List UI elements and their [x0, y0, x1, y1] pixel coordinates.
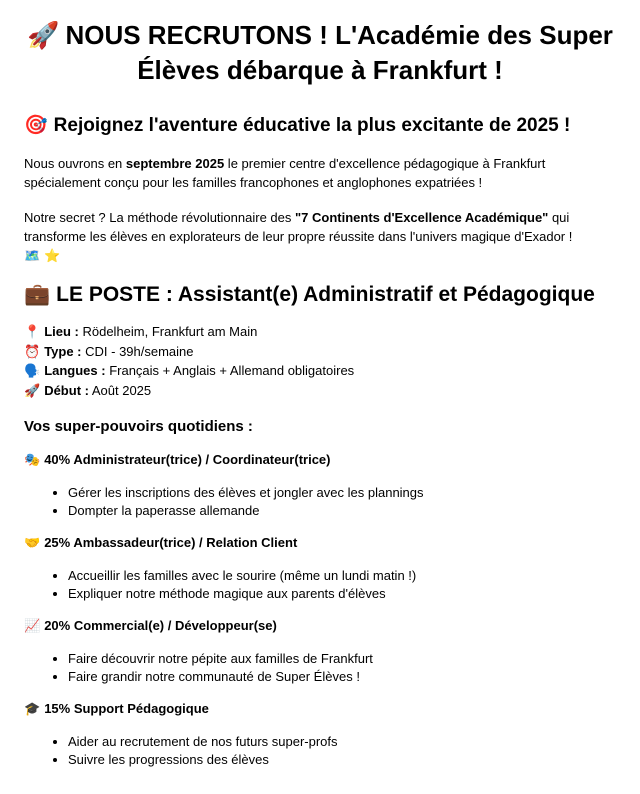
- detail-start: [24, 382, 616, 402]
- superpowers-heading: Vos super-pouvoirs quotidiens :: [24, 418, 253, 435]
- intro-heading-text: Rejoignez l'aventure éducative la plus excitante de 2025 !: [53, 115, 571, 136]
- section-title-text: 15% Support Pédagogique: [44, 701, 209, 716]
- rocket-icon: 🚀: [24, 383, 41, 399]
- poste-heading: [24, 282, 616, 307]
- section-admin-list: [24, 484, 616, 520]
- intro-date: septembre 2025: [125, 156, 225, 171]
- detail-value: Français + Anglais + Allemand obligatoires: [105, 363, 355, 378]
- target-icon: 🎯: [24, 114, 48, 136]
- section-title-text: 20% Commercial(e) / Développeur(se): [44, 618, 277, 633]
- detail-languages: [24, 362, 616, 382]
- section-title-text: 40% Administrateur(trice) / Coordinateur(trice): [44, 452, 331, 467]
- section-support-list: [24, 733, 616, 769]
- intro-paragraph: [24, 154, 616, 192]
- section-title-text: 25% Ambassadeur(trice) / Relation Client: [44, 535, 298, 550]
- poste-heading-text: LE POSTE : Assistant(e) Administratif et Pédagogique: [56, 283, 595, 306]
- chart-increasing-icon: 📈: [24, 619, 41, 634]
- detail-value: Rödelheim, Frankfurt am Main: [78, 324, 258, 339]
- list-item: • Suivre les progressions des élèves: [68, 751, 616, 769]
- intro-heading: [24, 113, 616, 138]
- detail-value: Août 2025: [88, 382, 152, 398]
- job-details: [24, 323, 616, 401]
- list-item: • Aider au recrutement de nos futurs super-profs: [68, 733, 616, 751]
- list-item: • Gérer les inscriptions des élèves et jongler avec les plannings: [68, 484, 616, 502]
- list-item: • Faire découvrir notre pépite aux familles de Frankfurt: [68, 650, 616, 668]
- theater-masks-icon: 🎭: [24, 453, 41, 468]
- detail-location: [24, 323, 616, 343]
- list-item: • Expliquer notre méthode magique aux parents d'élèves: [68, 585, 616, 603]
- rocket-icon: 🚀: [27, 21, 60, 51]
- map-star-icons: 🗺️ ⭐: [24, 249, 61, 264]
- detail-value: CDI - 39h/semaine: [81, 343, 194, 359]
- method-paragraph: [24, 208, 616, 266]
- section-ambassador-list: [24, 567, 616, 603]
- section-commercial-title: [24, 617, 616, 636]
- page-title-text: NOUS RECRUTONS ! L'Académie des Super Élèves débarque à Frankfurt !: [65, 20, 613, 85]
- method-name: "7 Continents d'Excellence Académique": [295, 210, 549, 225]
- page-title: [24, 18, 616, 87]
- briefcase-icon: 💼: [24, 282, 51, 306]
- section-ambassador-title: [24, 534, 616, 553]
- intro-text-1: Nous ouvrons en: [24, 156, 126, 171]
- detail-type: [24, 343, 616, 363]
- detail-label: Langues :: [44, 363, 106, 378]
- detail-label: Lieu :: [44, 324, 79, 339]
- method-text-2: qui transforme les élèves en explorateurs de leur propre réussite dans l'univers magique d'Exador !: [24, 210, 573, 244]
- pin-icon: 📍: [24, 325, 41, 340]
- alarm-clock-icon: ⏰: [24, 344, 41, 360]
- section-commercial-list: [24, 650, 616, 686]
- list-item: • Faire grandir notre communauté de Super Élèves !: [68, 668, 616, 686]
- speaking-head-icon: 🗣️: [24, 364, 41, 379]
- graduation-cap-icon: 🎓: [24, 702, 41, 717]
- detail-label: Début :: [44, 382, 89, 398]
- intro-text-2: le premier centre d'excellence pédagogique à Frankfurt spécialement conçu pour les familles francophones et anglophones expatriées !: [24, 156, 546, 190]
- list-item: • Accueillir les familles avec le sourire (même un lundi matin !): [68, 567, 616, 585]
- method-text-1: Notre secret ? La méthode révolutionnaire des: [24, 210, 295, 225]
- handshake-icon: 🤝: [24, 536, 41, 551]
- section-admin-title: [24, 451, 616, 470]
- detail-label: Type :: [44, 343, 82, 359]
- section-support-title: [24, 700, 616, 719]
- list-item: • Dompter la paperasse allemande: [68, 502, 616, 520]
